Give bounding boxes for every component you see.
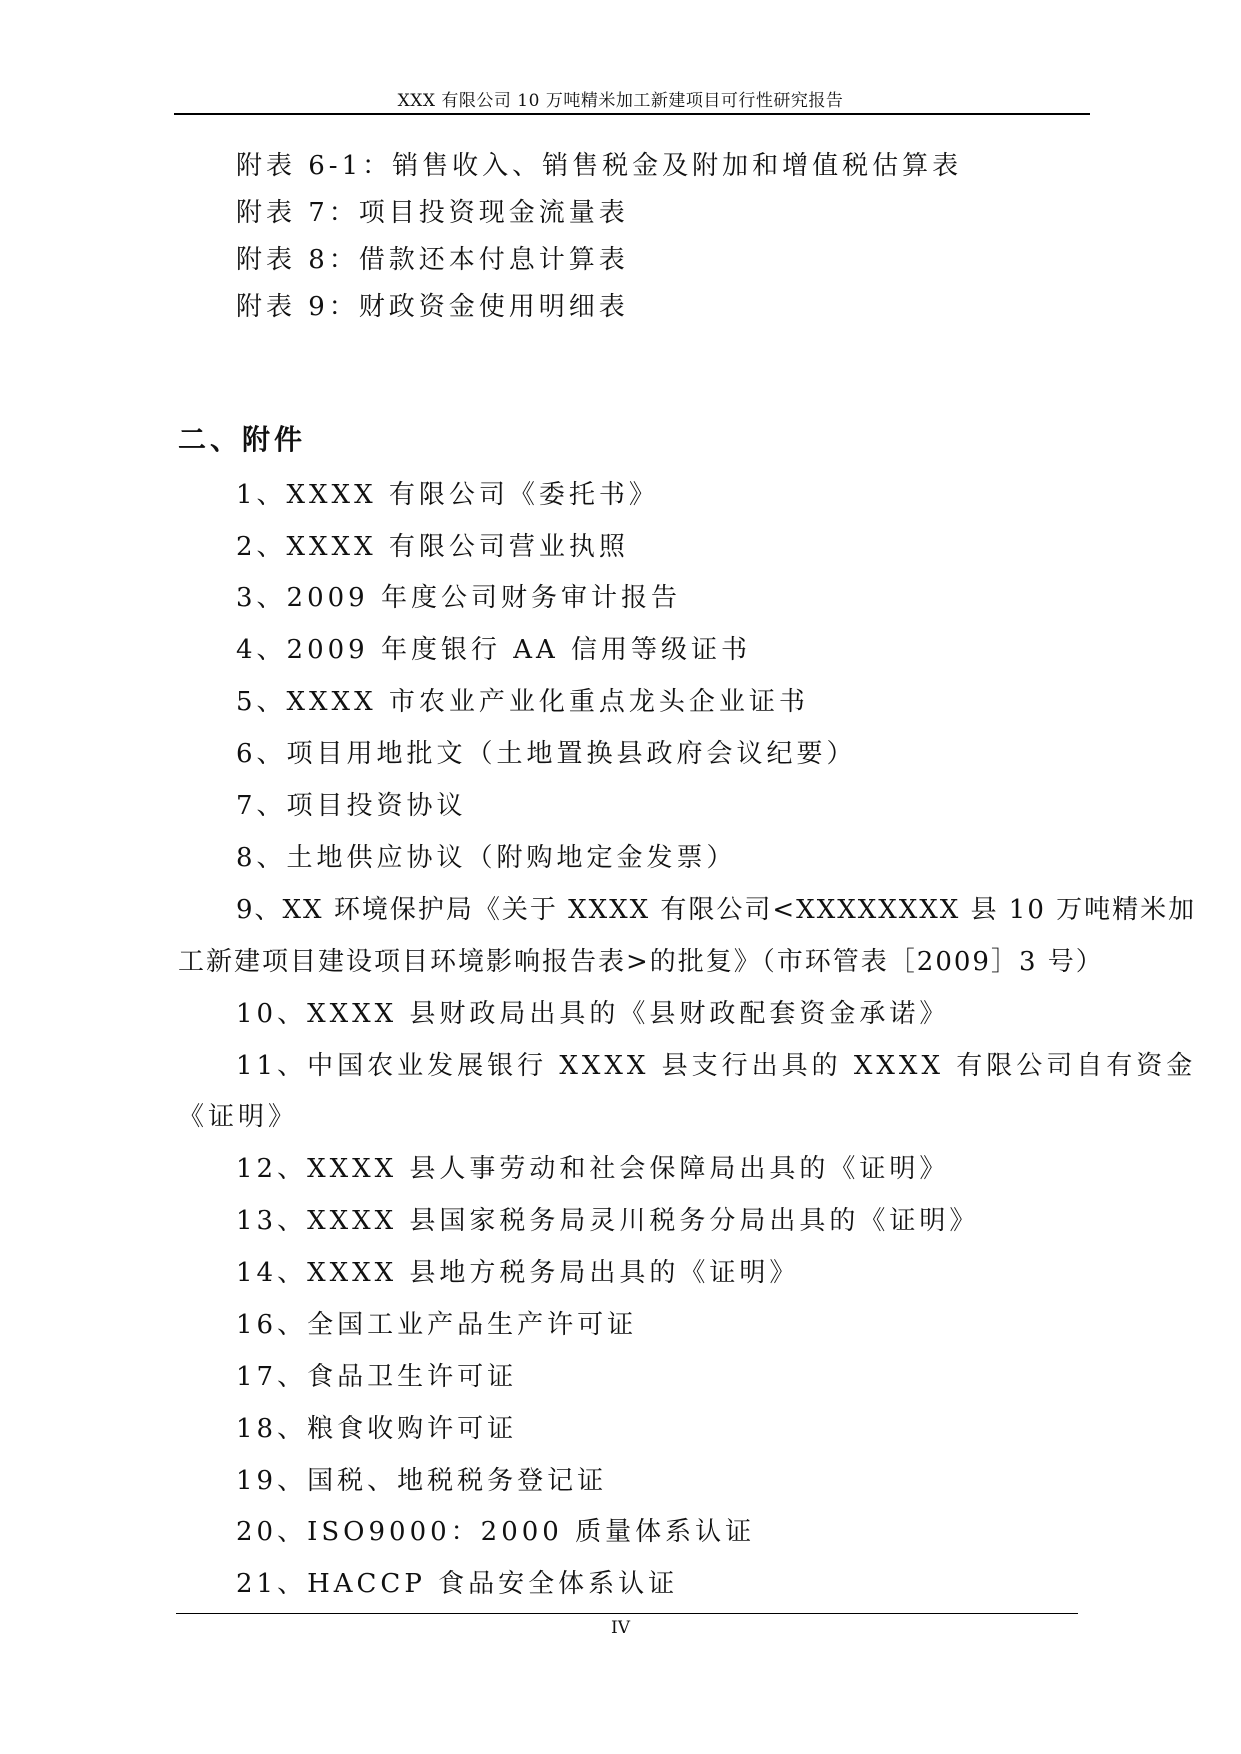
attachment-item: 21、HACCP 食品安全体系认证 <box>236 1569 679 1599</box>
attachment-item: 9、XX 环境保护局《关于 XXXX 有限公司<XXXXXXXX 县 10 万吨精米加 <box>236 895 1197 925</box>
attachment-item: 16、全国工业产品生产许可证 <box>236 1310 638 1340</box>
attachment-item: 12、XXXX 县人事劳动和社会保障局出具的《证明》 <box>236 1154 950 1184</box>
attachment-item: 8、土地供应协议（附购地定金发票） <box>236 843 737 873</box>
section-heading: 二、附件 <box>178 423 307 456</box>
attachment-item: 7、项目投资协议 <box>236 791 467 821</box>
attachment-item: 18、粮食收购许可证 <box>236 1414 518 1444</box>
schedule-item: 附表 7：项目投资现金流量表 <box>236 198 629 228</box>
attachment-item: 19、国税、地税税务登记证 <box>236 1466 608 1496</box>
schedule-item: 附表 9：财政资金使用明细表 <box>236 292 629 322</box>
schedule-item: 附表 6-1：销售收入、销售税金及附加和增值税估算表 <box>236 151 963 181</box>
attachment-item: 11、中国农业发展银行 XXXX 县支行出具的 XXXX 有限公司自有资金 <box>236 1051 1197 1081</box>
attachment-item: 10、XXXX 县财政局出具的《县财政配套资金承诺》 <box>236 999 950 1029</box>
page-number: IV <box>611 1618 630 1638</box>
header-divider <box>174 113 1090 115</box>
attachment-item: 6、项目用地批文（土地置换县政府会议纪要） <box>236 739 857 769</box>
footer-divider <box>176 1613 1078 1614</box>
attachment-item: 20、ISO9000：2000 质量体系认证 <box>236 1517 756 1547</box>
attachment-item: 17、食品卫生许可证 <box>236 1362 518 1392</box>
attachment-item-continuation: 工新建项目建设项目环境影响报告表>的批复》（市环管表［2009］3 号） <box>178 947 1104 977</box>
schedule-item: 附表 8：借款还本付息计算表 <box>236 245 629 275</box>
attachment-item-continuation: 《证明》 <box>178 1102 299 1132</box>
attachment-item: 4、2009 年度银行 AA 信用等级证书 <box>236 635 752 665</box>
running-header: XXX 有限公司 10 万吨精米加工新建项目可行性研究报告 <box>397 91 844 111</box>
attachment-item: 14、XXXX 县地方税务局出具的《证明》 <box>236 1258 800 1288</box>
attachment-item: 13、XXXX 县国家税务局灵川税务分局出具的《证明》 <box>236 1206 980 1236</box>
attachment-item: 1、XXXX 有限公司《委托书》 <box>236 480 659 510</box>
attachment-item: 2、XXXX 有限公司营业执照 <box>236 532 629 562</box>
attachment-item: 5、XXXX 市农业产业化重点龙头企业证书 <box>236 687 809 717</box>
attachment-item: 3、2009 年度公司财务审计报告 <box>236 583 681 613</box>
